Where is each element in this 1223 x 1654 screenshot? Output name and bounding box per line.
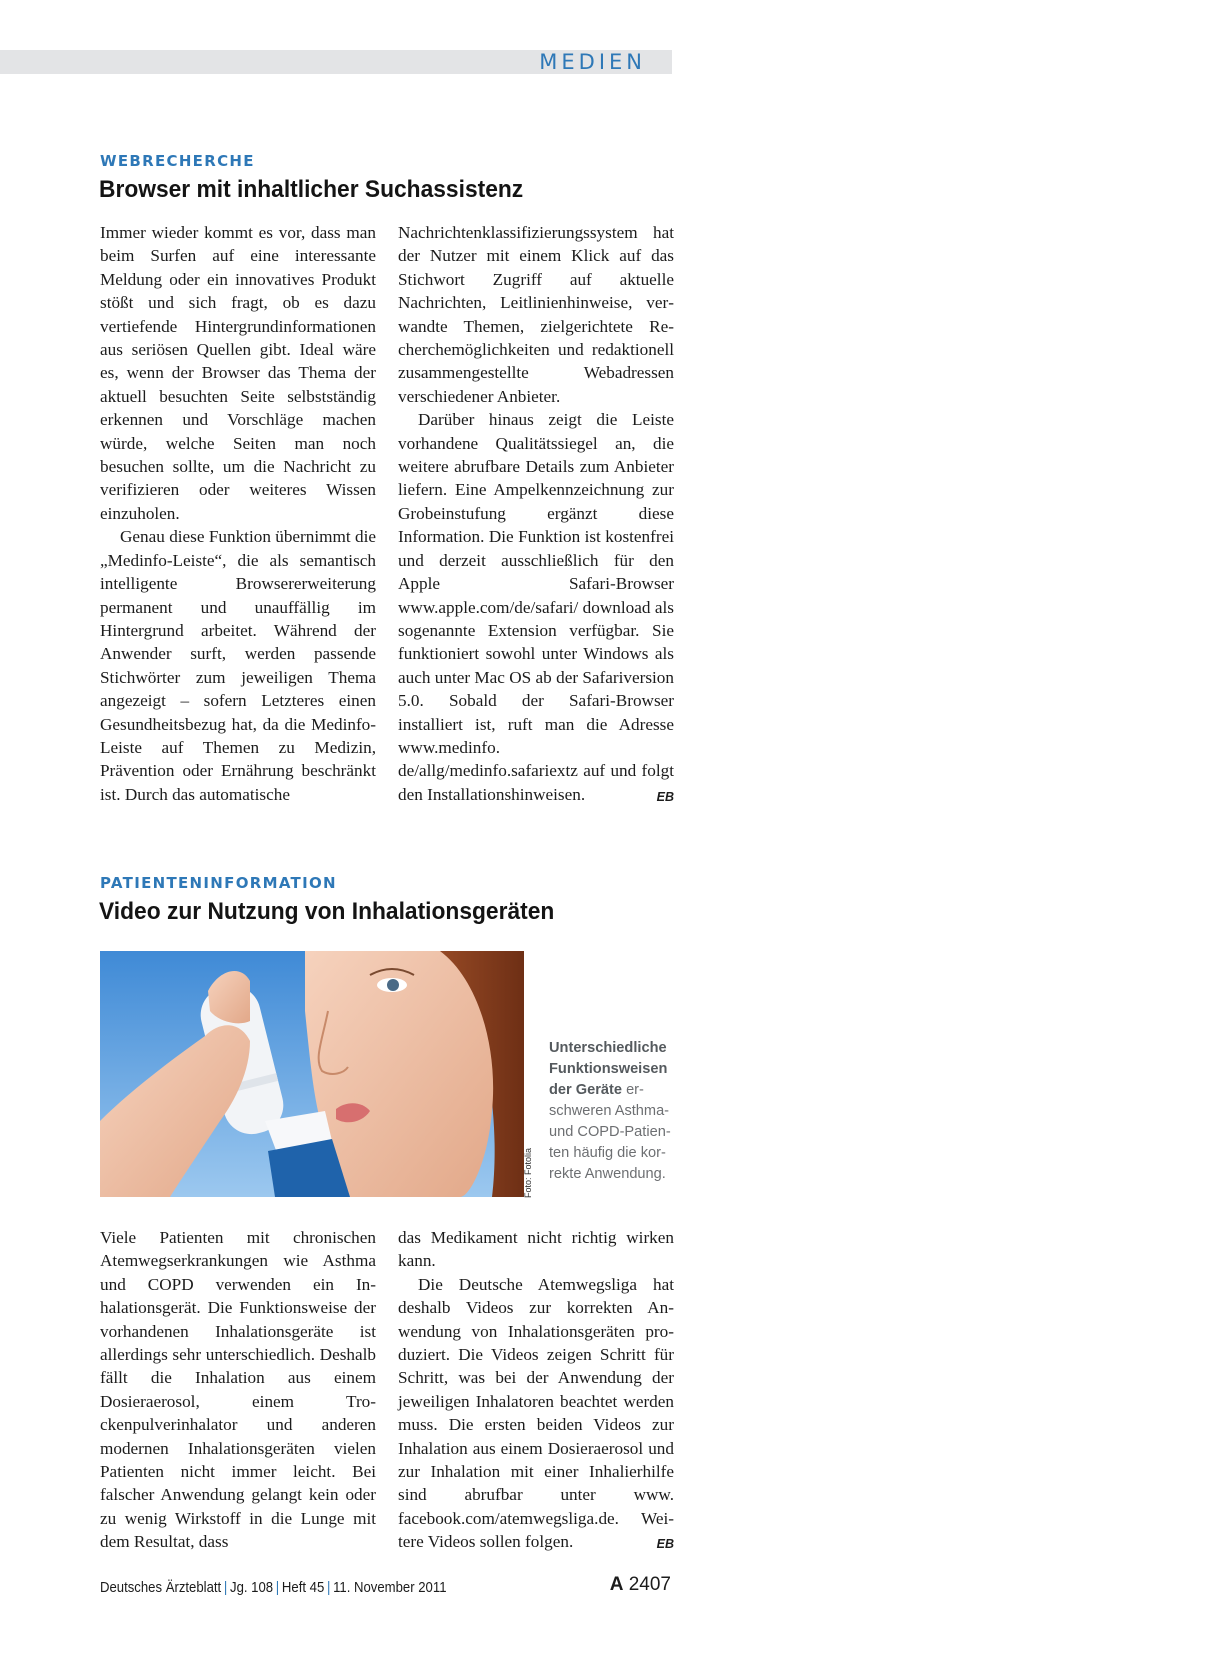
journal-volume: Jg. 108	[230, 1580, 274, 1596]
photo-credit: Foto: Fotolia	[523, 1147, 533, 1198]
article2-column-1	[100, 1226, 376, 1554]
article2-kicker: PATIENTENINFORMATION	[100, 874, 337, 892]
section-band	[0, 50, 672, 74]
inhaler-photo	[100, 951, 524, 1197]
article1-column-2	[398, 221, 674, 809]
article1-column-1	[100, 221, 376, 806]
paragraph: Viele Patienten mit chronischen Atemwegserkrankungen wie Asthma und COPD verwenden ein Inhalationsgerät. Die Funktionsweise der vorhandenen Inhalationsgeräte ist allerdings sehr unterschiedlich. Deshalb fällt die Inhalation aus einem Dosieraerosol, einem Trockenpulverinhalator und anderen modernen Inhalationsgeräten vielen Patienten nicht immer leicht. Bei falscher Anwendung gelangt kein oder zu wenig Wirkstoff in die Lunge mit dem Resultat, dass	[100, 1228, 376, 1552]
page-footer	[100, 1580, 447, 1596]
paragraph: das Medikament nicht richtig wirken kann.	[398, 1228, 674, 1271]
paragraph: Nachrichtenklassifizierungssystem hat der Nutzer mit einem Klick auf das Stichwort Zugriff auf aktuelle Nachrichten, Leitlinienhinweise, verwandte Themen, zielgerichtete Recherchemöglichkeiten und redaktionell zusammengestellte Webadressen verschiedener Anbieter.	[398, 223, 674, 406]
journal-issue: Heft 45	[281, 1580, 325, 1596]
paragraph-text: Darüber hinaus zeigt die Leiste vorhandene Qualitätssiegel an, die weitere abrufbare Details zum Anbieter liefern. Eine Ampelkennzeichnung zur Grobeinstufung ergänzt diese Information. Die Funktion ist kostenfrei und derzeit ausschließlich für den Apple Safari-Browser www.apple.com/de/safari/ download als sogenannte Extension verfügbar. Sie funktioniert sowohl unter Windows als auch unter Mac OS ab der Safariversion 5.0. Sobald der Safari-Browser installiert ist, ruft man die Adresse www.medinfo. de/allg/medinfo.safariextz auf und folgt den Installationshinweisen.	[398, 410, 674, 804]
page-number	[610, 1574, 671, 1596]
paragraph	[398, 408, 674, 806]
journal-name: Deutsches Ärzteblatt	[100, 1580, 222, 1596]
page-prefix: A	[609, 1574, 624, 1595]
author-signature: EB	[656, 789, 674, 804]
article2-column-2	[398, 1226, 674, 1557]
footer-separator: |	[326, 1580, 331, 1596]
caption-text: erschweren Asthma- und COPD-Patienten häufig die korrekte Anwendung.	[549, 1082, 671, 1182]
article2-headline: Video zur Nutzung von Inhalationsgeräten	[99, 898, 555, 925]
page-value: 2407	[628, 1574, 671, 1595]
footer-separator: |	[275, 1580, 280, 1596]
paragraph	[398, 1273, 674, 1554]
caption-lead: Unterschiedliche Funktionsweisen der Geräte	[549, 1040, 668, 1098]
footer-separator: |	[223, 1580, 228, 1596]
paragraph-text: Die Deutsche Atemwegsliga hat deshalb Videos zur korrekten Anwendung von Inhalationsgeräten produziert. Die Videos zeigen Schritt für Schritt, was bei der Anwendung der jeweiligen Inhalatoren beachtet werden muss. Die ersten beiden Videos zur Inhalation aus einem Dosieraerosol und zur Inhalation mit einer Inhalierhilfe sind abrufbar unter www. facebook.com/atemwegsliga.de. Weitere Videos sollen folgen.	[398, 1274, 674, 1552]
section-label: MEDIEN	[539, 50, 646, 74]
photo-caption	[549, 1038, 675, 1185]
paragraph: Genau diese Funktion übernimmt die „Medinfo-Leiste“, die als semantisch intelligente Browsererweiterung permanent und unauffällig im Hintergrund arbeitet. Während der Anwender surft, werden passende Stichwörter zum jeweiligen Thema angezeigt – sofern Letzteres einen Gesundheitsbezug hat, da die Medinfo-Leiste auf Themen zu Medizin, Prävention oder Ernährung beschränkt ist. Durch das automatische	[100, 527, 376, 804]
author-signature: EB	[656, 1537, 674, 1552]
article1-kicker: WEBRECHERCHE	[100, 152, 255, 170]
issue-date: 11. November 2011	[333, 1580, 447, 1596]
paragraph: Immer wieder kommt es vor, dass man beim Surfen auf eine interessante Meldung oder ein innovatives Produkt stößt und sich fragt, ob es dazu vertiefende Hintergrundinformationen aus seriösen Quellen gibt. Ideal wäre es, wenn der Browser das Thema der aktuell besuchten Seite selbstständig erkennen und Vorschläge machen würde, welche Seiten man noch besuchen sollte, um die Nachricht zu verifizieren oder weiteres Wissen einzuholen.	[100, 223, 376, 523]
article1-headline: Browser mit inhaltlicher Suchassistenz	[99, 176, 524, 203]
